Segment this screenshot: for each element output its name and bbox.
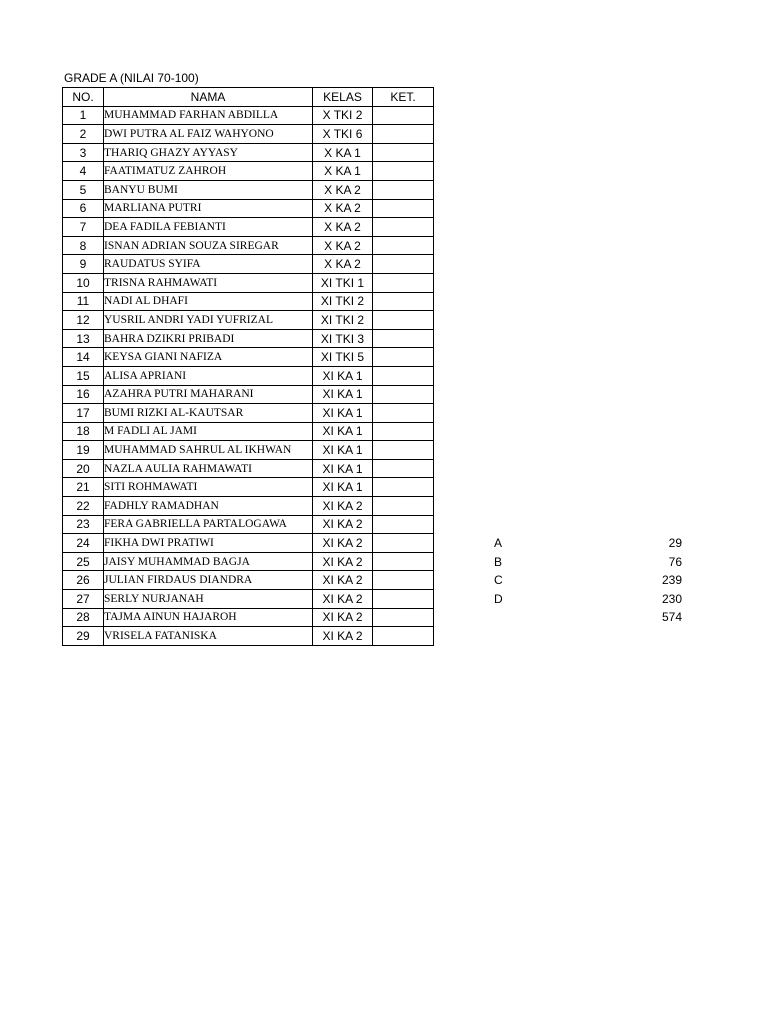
- remark-cell: [373, 329, 434, 348]
- remark-cell: [373, 162, 434, 181]
- table-row: [63, 106, 434, 125]
- header-nama: NAMA: [104, 88, 313, 107]
- class-name: XI KA 2: [313, 497, 373, 516]
- row-number: 1: [63, 106, 104, 125]
- remark-cell: [373, 292, 434, 311]
- class-name: XI TKI 3: [313, 329, 373, 348]
- remark-cell: [373, 255, 434, 274]
- sheet-title: GRADE A (NILAI 70-100): [64, 71, 199, 85]
- remark-cell: [373, 534, 434, 553]
- class-name: XI KA 2: [313, 608, 373, 627]
- table-row: [63, 180, 434, 199]
- class-name: X KA 2: [313, 218, 373, 237]
- student-name: JAISY MUHAMMAD BAGJA: [104, 552, 313, 571]
- student-name: RAUDATUS SYIFA: [104, 255, 313, 274]
- student-name: SITI ROHMAWATI: [104, 478, 313, 497]
- header-ket: KET.: [373, 88, 434, 107]
- table-row: [63, 273, 434, 292]
- row-number: 7: [63, 218, 104, 237]
- table-header-row: [63, 88, 434, 107]
- student-name: BANYU BUMI: [104, 180, 313, 199]
- table-row: [63, 125, 434, 144]
- table-row: [63, 366, 434, 385]
- class-name: XI TKI 2: [313, 311, 373, 330]
- row-number: 2: [63, 125, 104, 144]
- student-name: TAJMA AINUN HAJAROH: [104, 608, 313, 627]
- row-number: 16: [63, 385, 104, 404]
- table-row: [63, 608, 434, 627]
- remark-cell: [373, 348, 434, 367]
- class-name: XI KA 1: [313, 404, 373, 423]
- table-row: [63, 236, 434, 255]
- row-number: 19: [63, 441, 104, 460]
- student-name: YUSRIL ANDRI YADI YUFRIZAL: [104, 311, 313, 330]
- summary-count: 29: [668, 536, 682, 550]
- student-name: VRISELA FATANISKA: [104, 627, 313, 646]
- class-name: XI KA 1: [313, 441, 373, 460]
- student-name: ISNAN ADRIAN SOUZA SIREGAR: [104, 236, 313, 255]
- row-number: 9: [63, 255, 104, 274]
- class-name: X KA 1: [313, 162, 373, 181]
- summary-row: [494, 534, 682, 553]
- table-row: [63, 385, 434, 404]
- grade-summary: [494, 534, 682, 627]
- student-name: NAZLA AULIA RAHMAWATI: [104, 459, 313, 478]
- table-row: [63, 255, 434, 274]
- student-name: KEYSA GIANI NAFIZA: [104, 348, 313, 367]
- class-name: XI KA 1: [313, 478, 373, 497]
- remark-cell: [373, 571, 434, 590]
- remark-cell: [373, 478, 434, 497]
- row-number: 8: [63, 236, 104, 255]
- class-name: XI KA 1: [313, 459, 373, 478]
- remark-cell: [373, 385, 434, 404]
- remark-cell: [373, 590, 434, 609]
- row-number: 6: [63, 199, 104, 218]
- student-name: FAATIMATUZ ZAHROH: [104, 162, 313, 181]
- class-name: XI KA 2: [313, 590, 373, 609]
- summary-grade: B: [494, 554, 503, 569]
- remark-cell: [373, 180, 434, 199]
- class-name: XI KA 1: [313, 366, 373, 385]
- table-row: [63, 459, 434, 478]
- header-kelas: KELAS: [313, 88, 373, 107]
- class-name: XI TKI 5: [313, 348, 373, 367]
- summary-count: 239: [661, 573, 682, 588]
- table-row: [63, 497, 434, 516]
- row-number: 27: [63, 590, 104, 609]
- table-row: [63, 348, 434, 367]
- student-name: AZAHRA PUTRI MAHARANI: [104, 385, 313, 404]
- row-number: 14: [63, 348, 104, 367]
- class-name: X KA 1: [313, 143, 373, 162]
- class-name: XI KA 1: [313, 385, 373, 404]
- remark-cell: [373, 515, 434, 534]
- row-number: 17: [63, 404, 104, 423]
- class-name: XI KA 2: [313, 534, 373, 553]
- table-row: [63, 143, 434, 162]
- summary-grade: D: [494, 591, 503, 606]
- row-number: 23: [63, 515, 104, 534]
- student-name: JULIAN FIRDAUS DIANDRA: [104, 571, 313, 590]
- remark-cell: [373, 311, 434, 330]
- class-name: XI TKI 2: [313, 292, 373, 311]
- student-name: TRISNA RAHMAWATI: [104, 273, 313, 292]
- table-row: [63, 199, 434, 218]
- row-number: 12: [63, 311, 104, 330]
- table-row: [63, 590, 434, 609]
- table-row: [63, 422, 434, 441]
- student-name: DWI PUTRA AL FAIZ WAHYONO: [104, 125, 313, 144]
- table-row: [63, 441, 434, 460]
- summary-grade: C: [494, 573, 503, 588]
- student-name: FERA GABRIELLA PARTALOGAWA: [104, 515, 313, 534]
- student-name: MUHAMMAD FARHAN ABDILLA: [104, 106, 313, 125]
- class-name: X TKI 2: [313, 106, 373, 125]
- class-name: X KA 2: [313, 255, 373, 274]
- student-name: DEA FADILA FEBIANTI: [104, 218, 313, 237]
- row-number: 3: [63, 143, 104, 162]
- row-number: 25: [63, 552, 104, 571]
- remark-cell: [373, 199, 434, 218]
- table-row: [63, 515, 434, 534]
- table-row: [63, 627, 434, 646]
- remark-cell: [373, 143, 434, 162]
- student-name: M FADLI AL JAMI: [104, 422, 313, 441]
- student-name: FIKHA DWI PRATIWI: [104, 534, 313, 553]
- student-name: BAHRA DZIKRI PRIBADI: [104, 329, 313, 348]
- student-name: BUMI RIZKI AL-KAUTSAR: [104, 404, 313, 423]
- remark-cell: [373, 459, 434, 478]
- remark-cell: [373, 404, 434, 423]
- table-row: [63, 404, 434, 423]
- remark-cell: [373, 106, 434, 125]
- remark-cell: [373, 218, 434, 237]
- student-name: MARLIANA PUTRI: [104, 199, 313, 218]
- row-number: 10: [63, 273, 104, 292]
- class-name: X KA 2: [313, 236, 373, 255]
- remark-cell: [373, 627, 434, 646]
- table-row: [63, 534, 434, 553]
- table-body: [63, 106, 434, 645]
- table-row: [63, 478, 434, 497]
- summary-grade: A: [494, 536, 503, 550]
- summary-row: [494, 590, 682, 609]
- remark-cell: [373, 497, 434, 516]
- row-number: 28: [63, 608, 104, 627]
- row-number: 26: [63, 571, 104, 590]
- student-name: THARIQ GHAZY AYYASY: [104, 143, 313, 162]
- table-row: [63, 552, 434, 571]
- class-name: X KA 2: [313, 180, 373, 199]
- remark-cell: [373, 366, 434, 385]
- summary-total-row: [494, 608, 682, 627]
- summary-row: [494, 571, 682, 590]
- remark-cell: [373, 441, 434, 460]
- class-name: XI KA 2: [313, 571, 373, 590]
- student-name: SERLY NURJANAH: [104, 590, 313, 609]
- class-name: XI KA 2: [313, 552, 373, 571]
- row-number: 21: [63, 478, 104, 497]
- row-number: 13: [63, 329, 104, 348]
- summary-total: 574: [661, 610, 682, 625]
- header-no: NO.: [63, 88, 104, 107]
- table-row: [63, 329, 434, 348]
- row-number: 22: [63, 497, 104, 516]
- summary-count: 230: [661, 591, 682, 606]
- row-number: 15: [63, 366, 104, 385]
- table-row: [63, 162, 434, 181]
- table-row: [63, 571, 434, 590]
- row-number: 29: [63, 627, 104, 646]
- row-number: 5: [63, 180, 104, 199]
- row-number: 18: [63, 422, 104, 441]
- remark-cell: [373, 273, 434, 292]
- class-name: XI TKI 1: [313, 273, 373, 292]
- student-name: MUHAMMAD SAHRUL AL IKHWAN: [104, 441, 313, 460]
- row-number: 11: [63, 292, 104, 311]
- student-name: ALISA APRIANI: [104, 366, 313, 385]
- table-row: [63, 218, 434, 237]
- class-name: X KA 2: [313, 199, 373, 218]
- class-name: XI KA 2: [313, 627, 373, 646]
- row-number: 4: [63, 162, 104, 181]
- summary-count: 76: [668, 554, 682, 569]
- table-row: [63, 292, 434, 311]
- remark-cell: [373, 608, 434, 627]
- row-number: 20: [63, 459, 104, 478]
- class-name: XI KA 2: [313, 515, 373, 534]
- grade-a-table: [62, 87, 434, 646]
- row-number: 24: [63, 534, 104, 553]
- remark-cell: [373, 552, 434, 571]
- summary-row: [494, 553, 682, 572]
- student-name: FADHLY RAMADHAN: [104, 497, 313, 516]
- remark-cell: [373, 236, 434, 255]
- remark-cell: [373, 125, 434, 144]
- class-name: XI KA 1: [313, 422, 373, 441]
- class-name: X TKI 6: [313, 125, 373, 144]
- remark-cell: [373, 422, 434, 441]
- student-name: NADI AL DHAFI: [104, 292, 313, 311]
- table-row: [63, 311, 434, 330]
